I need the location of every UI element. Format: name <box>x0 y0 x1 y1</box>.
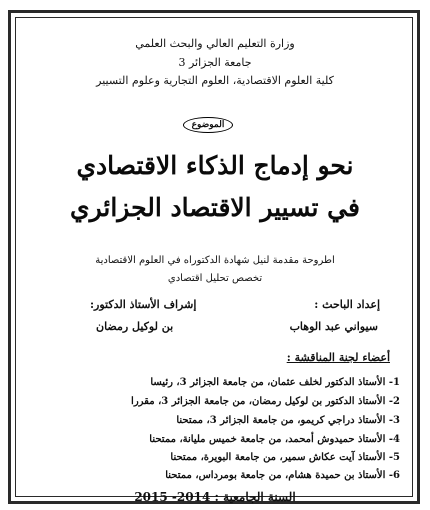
supervisor-name: بن لوكيل رمضان <box>96 320 174 333</box>
thesis-title-line-1: نحو إدماج الذكاء الاقتصادي <box>76 151 354 180</box>
jury-member: 1- الأستاذ الدكتور لخلف عثمان، من جامعة الجزائر 3، رئيسا <box>150 377 400 388</box>
jury-title: أعضاء لجنة المناقشة : <box>286 351 390 364</box>
jury-member: 2- الأستاذ الدكتور بن لوكيل رمضان، من جامعة الجزائر 3، مقررا <box>131 396 400 407</box>
thesis-description: اطروحة مقدمة لنيل شهادة الدكتوراه في العلوم الاقتصادية <box>95 255 335 266</box>
prepared-by-label: إعداد الباحث : <box>314 298 380 311</box>
supervisor-label: إشراف الأستاذ الدكتور: <box>90 298 197 311</box>
jury-member: 5- الأستاذ آيت عكاش سمير، من جامعة البويرة، ممتحنا <box>170 452 400 463</box>
thesis-specialty: تخصص تحليل اقتصادي <box>167 273 263 284</box>
thesis-title-line-2: في تسيير الاقتصاد الجزائري <box>70 193 360 222</box>
faculty-name: كلية العلوم الاقتصادية، العلوم التجارية وعلوم التسيير <box>96 74 334 87</box>
jury-member: 3- الأستاذ دراجي كريمو، من جامعة الجزائر 3، ممتحنا <box>176 415 400 426</box>
researcher-name: سيواني عبد الوهاب <box>289 320 378 333</box>
subject-badge: الموضوع <box>183 117 233 133</box>
jury-member: 6- الأستاذ بن حميدة هشام، من جامعة بومرداس، ممتحنا <box>165 470 400 481</box>
ministry-name: وزارة التعليم العالي والبحث العلمي <box>135 37 295 50</box>
university-name: جامعة الجزائر 3 <box>178 56 252 69</box>
academic-year: السنة الجامعية : 2014- 2015 <box>134 490 296 504</box>
jury-member: 4- الأستاذ حميدوش أمحمد، من جامعة خميس مليانة، ممتحنا <box>149 434 400 445</box>
